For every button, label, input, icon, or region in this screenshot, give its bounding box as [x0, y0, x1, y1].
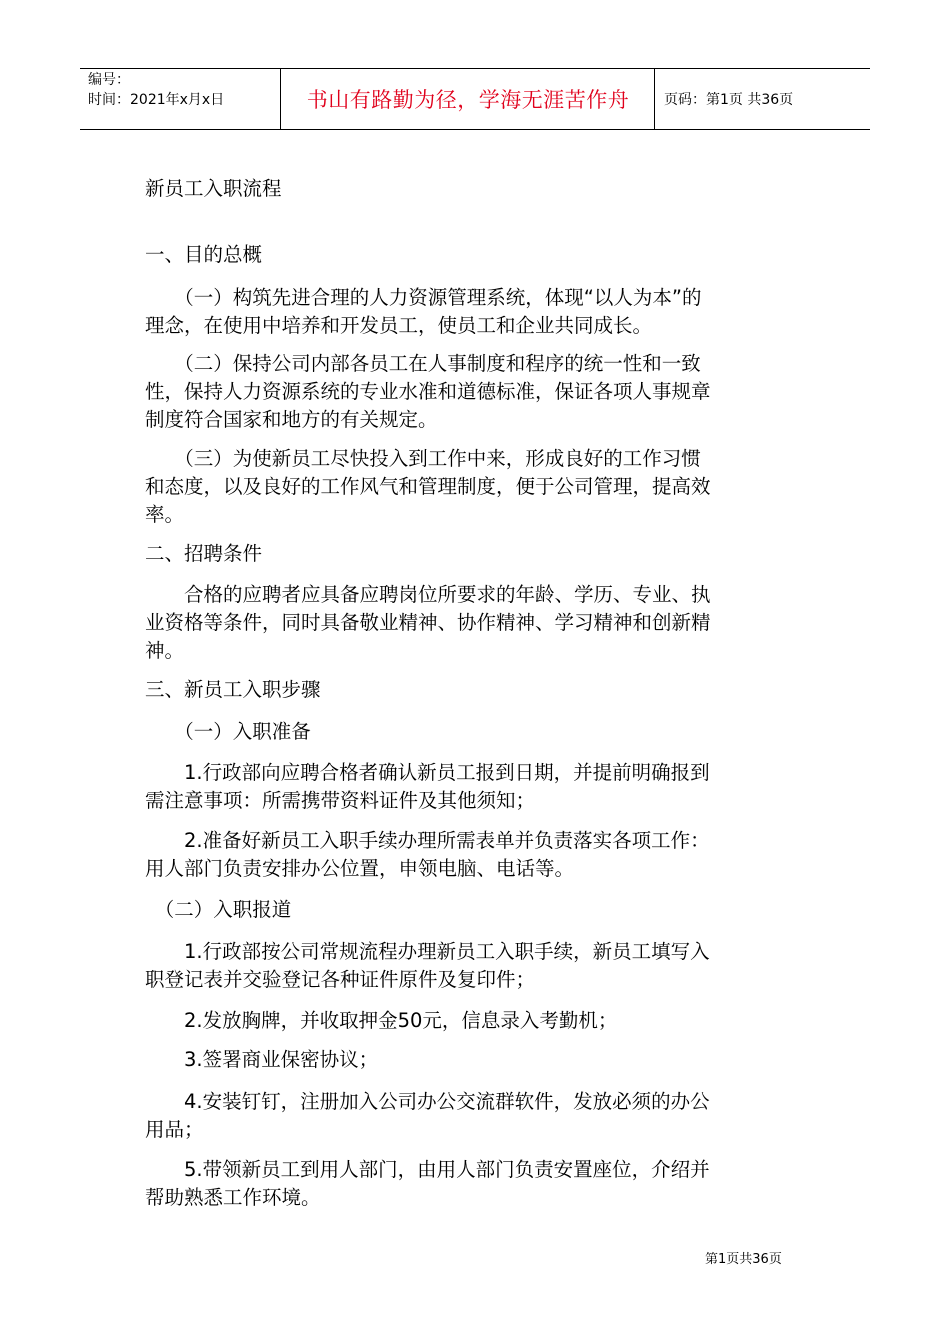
paragraph-line: （二）保持公司内部各员工在人事制度和程序的统一性和一致 — [145, 352, 701, 375]
paragraph-line: 率。 — [145, 503, 185, 526]
paragraph-line: 合格的应聘者应具备应聘岗位所要求的年龄、学历、专业、执 — [145, 583, 711, 606]
document-time-label: 时间：2021年x月x日 — [88, 92, 225, 108]
section-heading: 一、目的总概 — [145, 243, 263, 266]
paragraph-line: 4.安装钉钉，注册加入公司办公交流群软件，发放必须的办公 — [145, 1090, 710, 1113]
section-heading: 三、新员工入职步骤 — [145, 678, 321, 701]
document-title: 新员工入职流程 — [145, 177, 282, 200]
paragraph-line: 理念，在使用中培养和开发员工，使员工和企业共同成长。 — [145, 314, 653, 337]
paragraph-line: 5.带领新员工到用人部门，由用人部门负责安置座位，介绍并 — [145, 1158, 710, 1181]
paragraph-line: 制度符合国家和地方的有关规定。 — [145, 408, 438, 431]
document-number-label: 编号： — [88, 72, 130, 88]
footer-page-label: 第1页共36页 — [705, 1252, 782, 1267]
paragraph-line: 和态度，以及良好的工作风气和管理制度，便于公司管理，提高效 — [145, 475, 711, 498]
paragraph-line: 2.准备好新员工入职手续办理所需表单并负责落实各项工作： — [145, 829, 710, 852]
subsection-heading: （二）入职报道 — [145, 898, 292, 921]
paragraph-line: （一）构筑先进合理的人力资源管理系统，体现“以人为本”的 — [145, 286, 702, 309]
header-page-info — [664, 69, 870, 129]
subsection-heading: （一）入职准备 — [145, 720, 311, 743]
paragraph-line: 需注意事项：所需携带资料证件及其他须知； — [145, 789, 536, 812]
section-heading: 二、招聘条件 — [145, 542, 263, 565]
paragraph-line: 帮助熟悉工作环境。 — [145, 1186, 321, 1209]
page-footer — [705, 1248, 782, 1267]
header-motto: 书山有路勤为径，学海无涯苦作舟 — [306, 88, 630, 112]
header-divider — [280, 69, 281, 129]
page-info-text: 页码：第1页 共36页 — [664, 92, 794, 108]
paragraph-line: 2.发放胸牌，并收取押金50元，信息录入考勤机； — [145, 1009, 618, 1032]
paragraph-line: 职登记表并交验登记各种证件原件及复印件； — [145, 968, 536, 991]
header-divider — [654, 69, 655, 129]
header-meta — [80, 69, 280, 129]
paragraph-line: 用人部门负责安排办公位置，申领电脑、电话等。 — [145, 857, 575, 880]
paragraph-line: 3.签署商业保密协议； — [145, 1048, 379, 1071]
paragraph-line: 神。 — [145, 639, 185, 662]
page-header — [80, 68, 870, 130]
paragraph-line: 1.行政部按公司常规流程办理新员工入职手续，新员工填写入 — [145, 940, 710, 963]
paragraph-line: 1.行政部向应聘合格者确认新员工报到日期，并提前明确报到 — [145, 761, 710, 784]
paragraph-line: 业资格等条件，同时具备敬业精神、协作精神、学习精神和创新精 — [145, 611, 711, 634]
paragraph-line: 用品； — [145, 1118, 204, 1141]
paragraph-line: 性，保持人力资源系统的专业水准和道德标准，保证各项人事规章 — [145, 380, 711, 403]
paragraph-line: （三）为使新员工尽快投入到工作中来，形成良好的工作习惯 — [145, 447, 701, 470]
